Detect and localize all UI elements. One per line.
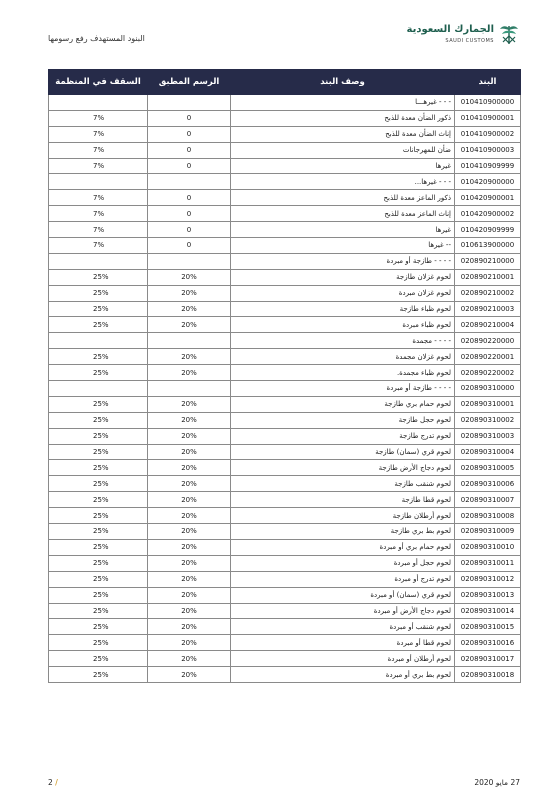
table-row [49, 190, 521, 206]
cell-code: 020890310000 [455, 381, 521, 397]
cell-applied-fee: 20% [148, 349, 231, 365]
cell-description: -- غيرها [231, 238, 455, 254]
cell-wto-cap: 25% [49, 412, 148, 428]
cell-code: 010410900001 [455, 110, 521, 126]
cell-applied-fee: 20% [148, 301, 231, 317]
cell-wto-cap: 25% [49, 603, 148, 619]
cell-wto-cap: 25% [49, 476, 148, 492]
table-row [49, 571, 521, 587]
cell-description: إناث الماعز معدة للذبح [231, 206, 455, 222]
table-row [49, 222, 521, 238]
table-row [49, 412, 521, 428]
cell-applied-fee: 20% [148, 635, 231, 651]
table-row [49, 95, 521, 111]
cell-description: لحوم تدرج طازجة [231, 428, 455, 444]
cell-description: لحوم ظباء طازجة [231, 301, 455, 317]
cell-wto-cap: 25% [49, 428, 148, 444]
cell-code: 010410909999 [455, 158, 521, 174]
cell-wto-cap: 25% [49, 269, 148, 285]
cell-description: لحوم قري (سمان) طازجة [231, 444, 455, 460]
cell-wto-cap: 25% [49, 667, 148, 683]
cell-description: ذكور الماعز معدة للذبح [231, 190, 455, 206]
cell-code: 020890310014 [455, 603, 521, 619]
cell-code: 010613900000 [455, 238, 521, 254]
cell-code: 020890210001 [455, 269, 521, 285]
cell-wto-cap: 25% [49, 349, 148, 365]
table-row [49, 508, 521, 524]
cell-applied-fee: 0 [148, 190, 231, 206]
tariff-table [48, 69, 521, 683]
table-row [49, 603, 521, 619]
table-row [49, 667, 521, 683]
cell-wto-cap: 7% [49, 126, 148, 142]
cell-wto-cap: 25% [49, 508, 148, 524]
cell-applied-fee: 20% [148, 508, 231, 524]
cell-description: لحوم قطا أو مبردة [231, 635, 455, 651]
cell-wto-cap [49, 95, 148, 111]
cell-description: لحوم أرطلان أو مبردة [231, 651, 455, 667]
cell-code: 020890210004 [455, 317, 521, 333]
cell-code: 020890210003 [455, 301, 521, 317]
cell-applied-fee: 0 [148, 238, 231, 254]
palm-emblem-icon [498, 22, 520, 48]
cell-description: - - - - طازجة أو مبردة [231, 253, 455, 269]
cell-code: 020890310016 [455, 635, 521, 651]
cell-description: لحوم غزلان مبردة [231, 285, 455, 301]
cell-wto-cap: 25% [49, 571, 148, 587]
cell-wto-cap: 25% [49, 444, 148, 460]
table-row [49, 110, 521, 126]
cell-code: 010420900002 [455, 206, 521, 222]
cell-code: 020890310018 [455, 667, 521, 683]
cell-code: 020890310012 [455, 571, 521, 587]
cell-code: 020890310001 [455, 396, 521, 412]
cell-description: غيرها [231, 158, 455, 174]
cell-code: 020890310003 [455, 428, 521, 444]
cell-code: 020890310009 [455, 524, 521, 540]
cell-description: - - - غيرها... [231, 174, 455, 190]
column-header-code: البند [455, 70, 521, 95]
cell-wto-cap: 7% [49, 206, 148, 222]
cell-code: 020890310002 [455, 412, 521, 428]
cell-wto-cap [49, 333, 148, 349]
cell-applied-fee: 0 [148, 142, 231, 158]
cell-applied-fee: 0 [148, 110, 231, 126]
table-row [49, 444, 521, 460]
cell-applied-fee [148, 253, 231, 269]
cell-wto-cap: 25% [49, 651, 148, 667]
cell-applied-fee: 20% [148, 476, 231, 492]
cell-applied-fee: 20% [148, 285, 231, 301]
table-row [49, 238, 521, 254]
cell-applied-fee: 20% [148, 555, 231, 571]
footer-date: 27 مايو 2020 [474, 778, 520, 787]
cell-wto-cap: 25% [49, 396, 148, 412]
cell-description: لحوم حجل طازجة [231, 412, 455, 428]
cell-code: 010410900000 [455, 95, 521, 111]
cell-wto-cap: 7% [49, 110, 148, 126]
cell-description: لحوم أرطلان طازجة [231, 508, 455, 524]
cell-wto-cap: 25% [49, 492, 148, 508]
cell-wto-cap: 25% [49, 285, 148, 301]
cell-wto-cap: 25% [49, 635, 148, 651]
document-title: البنود المستهدف رفع رسومها [48, 34, 145, 43]
table-row [49, 492, 521, 508]
cell-description: - - - - طازجة أو مبردة [231, 381, 455, 397]
table-header-row [49, 70, 521, 95]
cell-code: 010420900001 [455, 190, 521, 206]
page-number-value: 2 [48, 778, 53, 787]
cell-code: 020890310004 [455, 444, 521, 460]
cell-applied-fee: 20% [148, 524, 231, 540]
cell-wto-cap: 7% [49, 222, 148, 238]
cell-applied-fee: 20% [148, 651, 231, 667]
cell-description: لحوم قري (سمان) أو مبردة [231, 587, 455, 603]
table-row [49, 524, 521, 540]
cell-applied-fee: 20% [148, 365, 231, 381]
table-row [49, 285, 521, 301]
table-row [49, 460, 521, 476]
cell-code: 020890310013 [455, 587, 521, 603]
cell-wto-cap [49, 174, 148, 190]
cell-wto-cap: 7% [49, 190, 148, 206]
table-row [49, 539, 521, 555]
cell-description: لحوم حجل أو مبردة [231, 555, 455, 571]
cell-code: 010420900000 [455, 174, 521, 190]
cell-code: 020890310010 [455, 539, 521, 555]
cell-applied-fee: 20% [148, 539, 231, 555]
cell-applied-fee: 20% [148, 412, 231, 428]
cell-wto-cap: 25% [49, 317, 148, 333]
cell-code: 010410900002 [455, 126, 521, 142]
cell-code: 020890220000 [455, 333, 521, 349]
table-row [49, 635, 521, 651]
cell-applied-fee: 20% [148, 269, 231, 285]
cell-description: لحوم بط بري أو مبردة [231, 667, 455, 683]
cell-applied-fee: 0 [148, 206, 231, 222]
table-row [49, 428, 521, 444]
cell-code: 020890310015 [455, 619, 521, 635]
cell-wto-cap: 25% [49, 539, 148, 555]
cell-applied-fee: 20% [148, 619, 231, 635]
cell-applied-fee: 20% [148, 396, 231, 412]
cell-wto-cap: 7% [49, 238, 148, 254]
table-row [49, 158, 521, 174]
cell-description: ضأن للمهرجانات [231, 142, 455, 158]
table-row [49, 651, 521, 667]
cell-description: - - - - مجمدة [231, 333, 455, 349]
page-number [48, 778, 58, 787]
cell-applied-fee: 0 [148, 222, 231, 238]
cell-code: 020890210002 [455, 285, 521, 301]
cell-applied-fee: 0 [148, 126, 231, 142]
cell-applied-fee [148, 174, 231, 190]
cell-wto-cap [49, 381, 148, 397]
cell-code: 020890310017 [455, 651, 521, 667]
saudi-customs-logo [406, 22, 520, 48]
table-row [49, 365, 521, 381]
cell-description: لحوم تدرج أو مبردة [231, 571, 455, 587]
column-header-wto-cap: السقف في المنظمة [49, 70, 148, 95]
table-row [49, 587, 521, 603]
tariff-table-container [48, 69, 520, 683]
cell-description: - - - غيرهـــا [231, 95, 455, 111]
table-row [49, 206, 521, 222]
logo-english-text: SAUDI CUSTOMS [445, 38, 494, 44]
table-row [49, 269, 521, 285]
cell-code: 020890310007 [455, 492, 521, 508]
cell-code: 020890310006 [455, 476, 521, 492]
table-row [49, 476, 521, 492]
cell-applied-fee [148, 333, 231, 349]
table-row [49, 381, 521, 397]
cell-description: لحوم شنقب طازجة [231, 476, 455, 492]
cell-applied-fee [148, 381, 231, 397]
table-row [49, 301, 521, 317]
cell-wto-cap [49, 253, 148, 269]
cell-wto-cap: 25% [49, 301, 148, 317]
cell-wto-cap: 7% [49, 142, 148, 158]
cell-description: ذكور الضأن معدة للذبح [231, 110, 455, 126]
table-row [49, 174, 521, 190]
cell-description: لحوم شنقب أو مبردة [231, 619, 455, 635]
column-header-description: وصف البند [231, 70, 455, 95]
cell-description: لحوم حمام بري أو مبردة [231, 539, 455, 555]
logo-arabic-text: الجمارك السعودية [406, 24, 494, 35]
cell-description: لحوم قطا طازجة [231, 492, 455, 508]
table-row [49, 142, 521, 158]
cell-applied-fee: 20% [148, 603, 231, 619]
cell-applied-fee: 20% [148, 667, 231, 683]
cell-applied-fee: 20% [148, 587, 231, 603]
cell-description: لحوم ظباء مبردة [231, 317, 455, 333]
cell-wto-cap: 25% [49, 460, 148, 476]
cell-description: لحوم بط بري طازجة [231, 524, 455, 540]
cell-wto-cap: 25% [49, 619, 148, 635]
table-row [49, 126, 521, 142]
cell-code: 020890210000 [455, 253, 521, 269]
cell-code: 010410900003 [455, 142, 521, 158]
cell-wto-cap: 25% [49, 365, 148, 381]
cell-description: لحوم دجاج الأرض أو مبردة [231, 603, 455, 619]
cell-applied-fee: 20% [148, 460, 231, 476]
cell-description: لحوم حمام بري طازجة [231, 396, 455, 412]
table-row [49, 317, 521, 333]
cell-code: 010420909999 [455, 222, 521, 238]
cell-code: 020890310011 [455, 555, 521, 571]
cell-description: غيرها [231, 222, 455, 238]
cell-applied-fee: 20% [148, 428, 231, 444]
page-header [48, 20, 520, 52]
cell-code: 020890220001 [455, 349, 521, 365]
cell-applied-fee: 20% [148, 444, 231, 460]
table-row [49, 333, 521, 349]
cell-wto-cap: 7% [49, 158, 148, 174]
column-header-applied-fee: الرسم المطبق [148, 70, 231, 95]
table-row [49, 555, 521, 571]
cell-applied-fee: 20% [148, 571, 231, 587]
table-row [49, 396, 521, 412]
cell-code: 020890310005 [455, 460, 521, 476]
cell-applied-fee: 20% [148, 317, 231, 333]
cell-code: 020890220002 [455, 365, 521, 381]
cell-description: لحوم غزلان طازجة [231, 269, 455, 285]
table-row [49, 349, 521, 365]
table-row [49, 619, 521, 635]
page-separator: / [55, 778, 58, 787]
cell-wto-cap: 25% [49, 587, 148, 603]
cell-description: لحوم ظباء مجمدة. [231, 365, 455, 381]
cell-applied-fee: 0 [148, 158, 231, 174]
cell-wto-cap: 25% [49, 555, 148, 571]
cell-description: لحوم دجاج الأرض طازجة [231, 460, 455, 476]
table-row [49, 253, 521, 269]
cell-applied-fee [148, 95, 231, 111]
cell-wto-cap: 25% [49, 524, 148, 540]
cell-applied-fee: 20% [148, 492, 231, 508]
cell-description: لحوم غزلان مجمدة [231, 349, 455, 365]
cell-description: إناث الضأن معدة للذبح [231, 126, 455, 142]
cell-code: 020890310008 [455, 508, 521, 524]
